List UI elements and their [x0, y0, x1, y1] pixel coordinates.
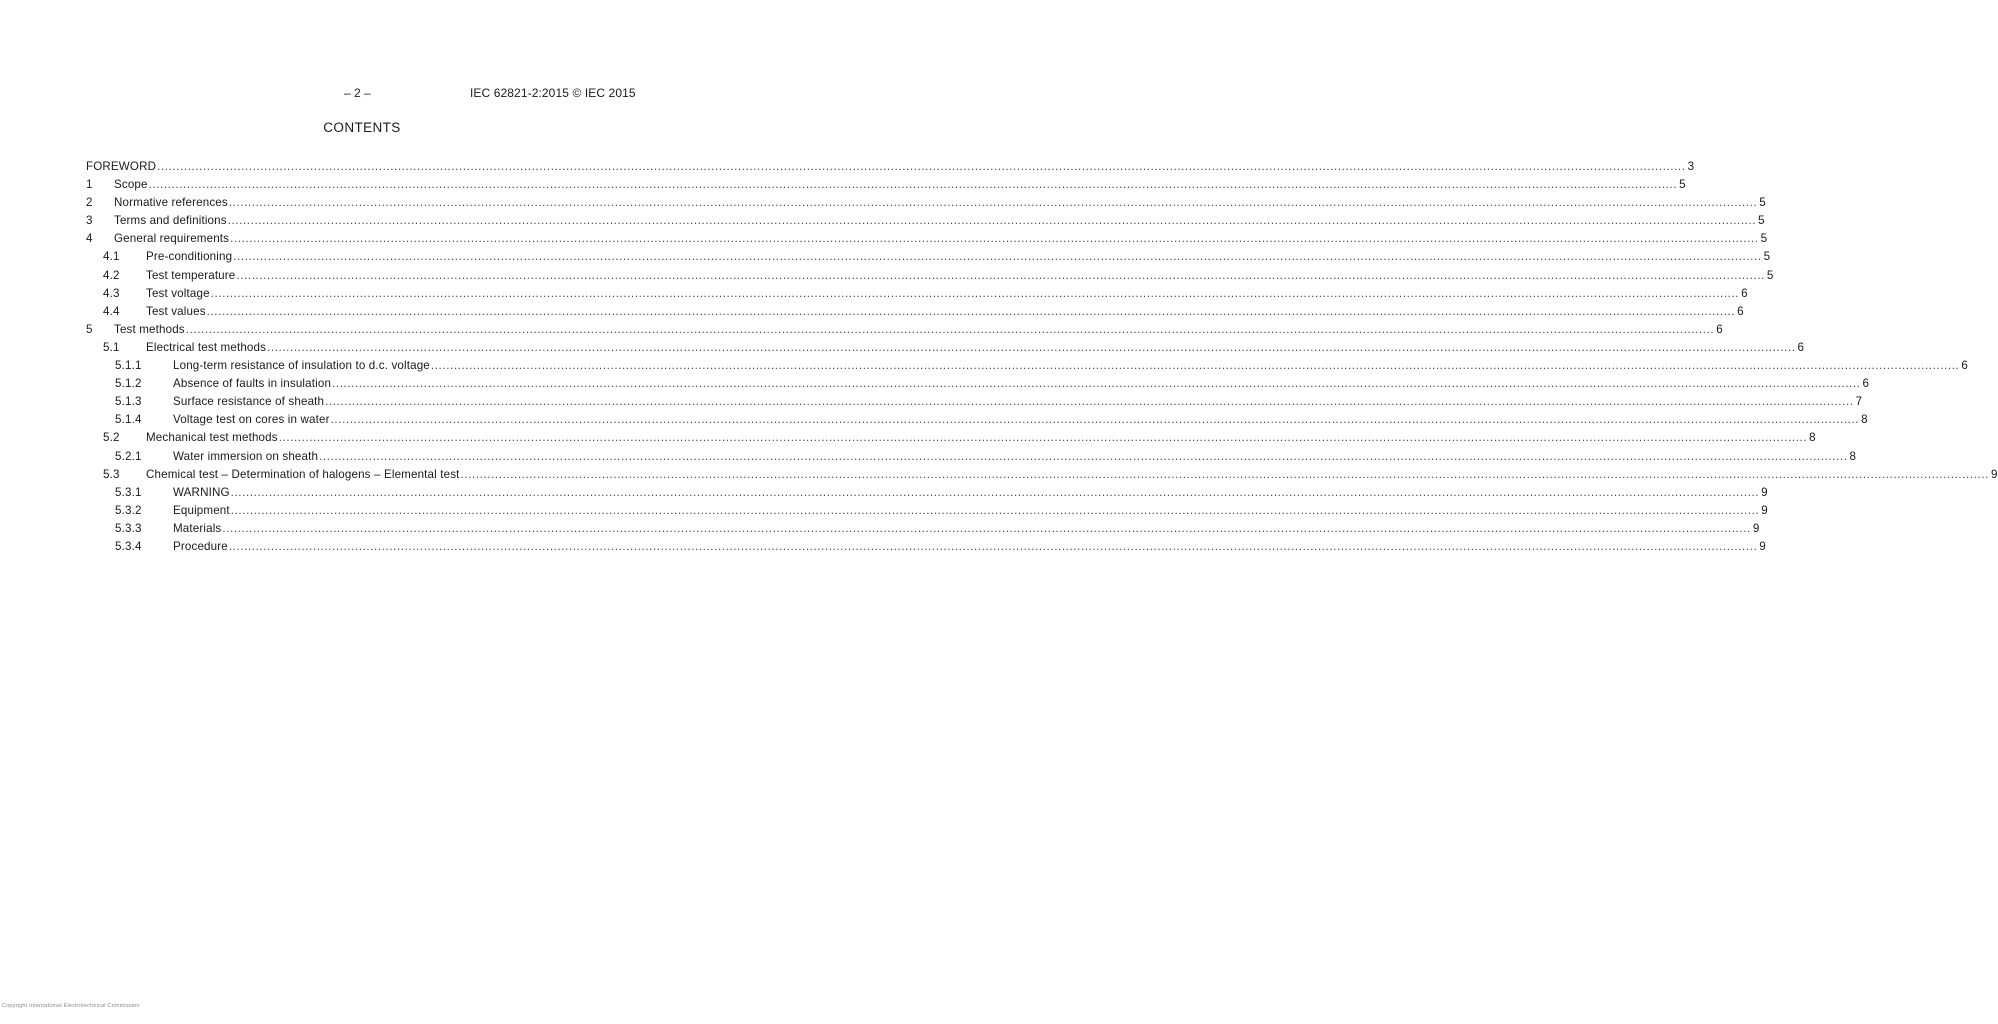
toc-entry-page: 5 — [1766, 268, 1774, 282]
page-number: – 2 – — [344, 86, 371, 100]
dot-leader: ................................................................................................................................................................................................................................................................................................................................................................................................................ — [267, 340, 1796, 354]
toc-entry[interactable] — [86, 285, 1748, 303]
toc-entry-label: Normative references — [114, 196, 228, 210]
toc-entry-number: 5.1.2 — [115, 377, 142, 391]
toc-entry-page: 5 — [1759, 196, 1766, 210]
toc-entry-number: 4.2 — [103, 268, 120, 282]
toc-entry[interactable] — [86, 520, 1760, 538]
toc-entry[interactable] — [86, 502, 1768, 520]
toc-entry-page: 6 — [1741, 286, 1748, 300]
dot-leader: ................................................................................................................................................................................................................................................................................................................................................................................................................ — [228, 196, 1758, 210]
toc-entry-label: Water immersion on sheath — [173, 449, 319, 463]
toc-entry-page: 5 — [1679, 178, 1686, 192]
dot-leader: ................................................................................................................................................................................................................................................................................................................................................................................................................ — [206, 304, 1736, 318]
toc-entry[interactable] — [86, 375, 1870, 393]
dot-leader: ................................................................................................................................................................................................................................................................................................................................................................................................................ — [148, 178, 1678, 192]
toc-entry-label: Test temperature — [146, 268, 236, 282]
dot-leader: ................................................................................................................................................................................................................................................................................................................................................................................................................ — [230, 232, 1759, 246]
toc-entry[interactable] — [86, 158, 1695, 176]
toc-entry[interactable] — [86, 411, 1868, 429]
dot-leader: ................................................................................................................................................................................................................................................................................................................................................................................................................ — [460, 467, 1989, 481]
toc-entry-label: Electrical test methods — [146, 340, 267, 354]
toc-entry-page: 5 — [1763, 250, 1771, 264]
toc-entry-label: Surface resistance of sheath — [173, 395, 325, 409]
toc-entry[interactable] — [86, 321, 1723, 339]
toc-entry-number: 5.1.3 — [115, 395, 142, 409]
toc-entry[interactable] — [86, 538, 1766, 556]
toc-entry-page: 6 — [1797, 340, 1805, 354]
toc-entry-number: 5.1.4 — [115, 413, 142, 427]
toc-entry-number: 5.3.2 — [115, 503, 142, 517]
toc-entry-page: 9 — [1761, 503, 1768, 517]
toc-entry-number: 5.3.4 — [115, 539, 142, 553]
toc-entry-number: 5.1.1 — [115, 359, 142, 373]
dot-leader: ................................................................................................................................................................................................................................................................................................................................................................................................................ — [319, 449, 1848, 463]
toc-entry[interactable] — [86, 466, 1998, 484]
toc-entry-label: Test methods — [114, 322, 185, 336]
toc-entry-label: WARNING — [173, 485, 230, 499]
toc-entry-page: 8 — [1861, 413, 1868, 427]
toc-entry-page: 9 — [1752, 521, 1760, 535]
toc-entry-number: 5.2 — [103, 431, 120, 445]
toc-entry-number: 2 — [86, 196, 93, 210]
toc-entry-label: Scope — [114, 178, 148, 192]
toc-entry-label: FOREWORD — [86, 160, 157, 173]
toc-entry-page: 9 — [1761, 485, 1768, 499]
dot-leader: ................................................................................................................................................................................................................................................................................................................................................................................................................ — [185, 322, 1715, 336]
contents-title: CONTENTS — [323, 120, 401, 135]
toc-entry-page: 9 — [1759, 539, 1766, 553]
toc-entry-label: Voltage test on cores in water — [173, 413, 330, 427]
toc-entry[interactable] — [86, 484, 1768, 502]
toc-entry[interactable] — [86, 267, 1774, 285]
toc-entry-label: Materials — [173, 521, 222, 535]
toc-entry[interactable] — [86, 448, 1857, 466]
toc-entry[interactable] — [86, 248, 1771, 266]
copyright-footer: Copyright International Electrotechnical Commission — [2, 1003, 140, 1009]
dot-leader: ................................................................................................................................................................................................................................................................................................................................................................................................................ — [228, 539, 1758, 553]
dot-leader: ................................................................................................................................................................................................................................................................................................................................................................................................................ — [278, 431, 1808, 445]
toc-entry-number: 4 — [86, 232, 93, 246]
toc-entry[interactable] — [86, 357, 1968, 375]
toc-entry-page: 5 — [1760, 232, 1768, 246]
toc-entry-label: Pre-conditioning — [146, 250, 233, 264]
toc-entry-number: 1 — [86, 178, 93, 192]
toc-entry-label: Absence of faults in insulation — [173, 377, 332, 391]
dot-leader: ................................................................................................................................................................................................................................................................................................................................................................................................................ — [230, 485, 1760, 499]
toc-entry-label: Test voltage — [146, 286, 210, 300]
dot-leader: ................................................................................................................................................................................................................................................................................................................................................................................................................ — [230, 503, 1760, 517]
dot-leader: ................................................................................................................................................................................................................................................................................................................................................................................................................ — [210, 286, 1740, 300]
dot-leader: ................................................................................................................................................................................................................................................................................................................................................................................................................ — [236, 268, 1765, 282]
toc-entry-page: 8 — [1809, 431, 1816, 445]
table-of-contents — [86, 158, 1998, 556]
toc-entry-page: 8 — [1849, 449, 1857, 463]
toc-entry-page: 6 — [1862, 377, 1870, 391]
toc-entry[interactable] — [86, 339, 1805, 357]
toc-entry-label: Chemical test – Determination of halogens – Elemental test — [146, 467, 460, 481]
dot-leader: ................................................................................................................................................................................................................................................................................................................................................................................................................ — [227, 214, 1757, 228]
standard-identifier: IEC 62821-2:2015 © IEC 2015 — [470, 86, 636, 100]
toc-entry[interactable] — [86, 429, 1816, 447]
toc-entry[interactable] — [86, 393, 1863, 411]
toc-entry-number: 3 — [86, 214, 93, 228]
dot-leader: ................................................................................................................................................................................................................................................................................................................................................................................................................ — [330, 413, 1860, 427]
toc-entry-label: Test values — [146, 304, 206, 318]
toc-entry-label: General requirements — [114, 232, 230, 246]
toc-entry-number: 5.3.1 — [115, 485, 142, 499]
toc-entry-page: 6 — [1961, 359, 1968, 373]
toc-entry-page: 9 — [1990, 467, 1998, 481]
toc-entry-page: 6 — [1716, 322, 1723, 336]
dot-leader: ................................................................................................................................................................................................................................................................................................................................................................................................................ — [222, 521, 1751, 535]
toc-entry-page: 6 — [1737, 304, 1744, 318]
toc-entry-label: Terms and definitions — [114, 214, 227, 228]
toc-entry-label: Mechanical test methods — [146, 431, 278, 445]
dot-leader: ................................................................................................................................................................................................................................................................................................................................................................................................................ — [233, 250, 1762, 264]
dot-leader: ................................................................................................................................................................................................................................................................................................................................................................................................................ — [325, 395, 1854, 409]
toc-entry[interactable] — [86, 230, 1768, 248]
toc-entry-label: Procedure — [173, 539, 228, 553]
toc-entry-number: 4.3 — [103, 286, 120, 300]
toc-entry-number: 4.4 — [103, 304, 120, 318]
dot-leader: ................................................................................................................................................................................................................................................................................................................................................................................................................ — [332, 377, 1861, 391]
toc-entry-label: Equipment — [173, 503, 230, 517]
toc-entry-number: 5.3 — [103, 467, 120, 481]
toc-entry-number: 5 — [86, 322, 93, 336]
dot-leader: ................................................................................................................................................................................................................................................................................................................................................................................................................ — [157, 160, 1686, 173]
dot-leader: ................................................................................................................................................................................................................................................................................................................................................................................................................ — [430, 359, 1960, 373]
toc-entry-page: 5 — [1758, 214, 1765, 228]
toc-entry[interactable] — [86, 194, 1766, 212]
toc-entry-page: 3 — [1687, 160, 1695, 173]
toc-entry-number: 4.1 — [103, 250, 120, 264]
toc-entry-number: 5.3.3 — [115, 521, 142, 535]
toc-entry-number: 5.1 — [103, 340, 120, 354]
toc-entry-number: 5.2.1 — [115, 449, 142, 463]
toc-entry-label: Long-term resistance of insulation to d.c. voltage — [173, 359, 430, 373]
toc-entry[interactable] — [86, 303, 1744, 321]
toc-entry[interactable] — [86, 176, 1686, 194]
toc-entry-page: 7 — [1855, 395, 1863, 409]
toc-entry[interactable] — [86, 212, 1765, 230]
